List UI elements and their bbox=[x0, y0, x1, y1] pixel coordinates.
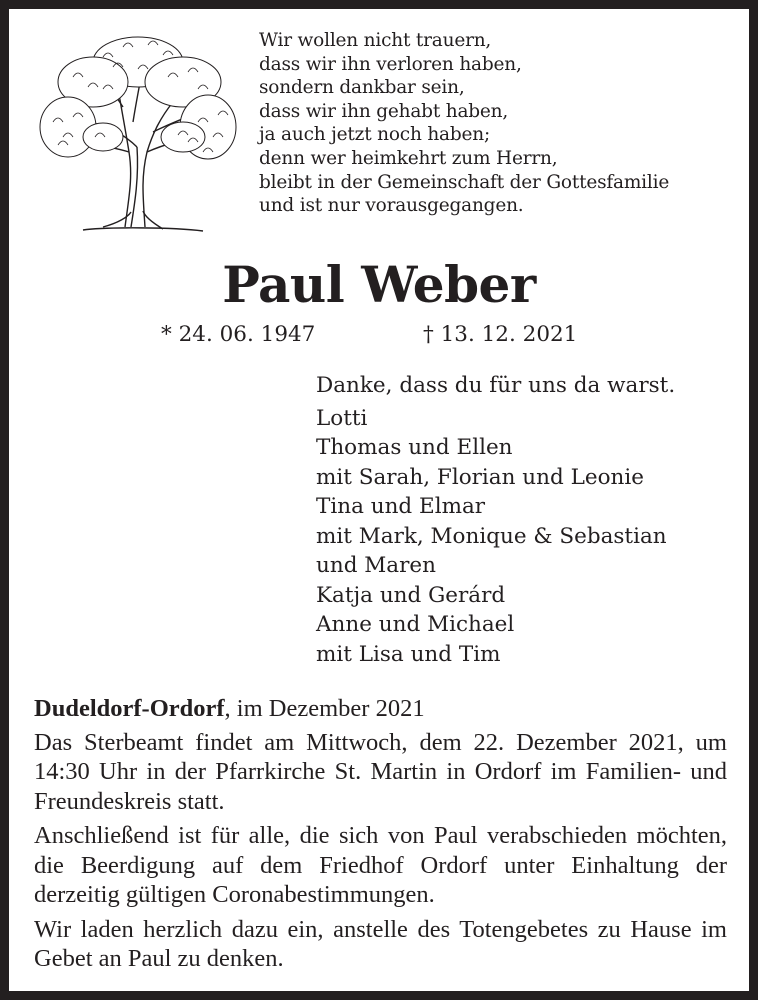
notice-paragraph: Anschließend ist für alle, die sich von Paul verabschieden möchten, die Beerdigung auf dem Friedhof Ordorf unter Einhaltung der derzeitig gültigen Coronabestimmungen. bbox=[34, 822, 727, 908]
death-date: † 13. 12. 2021 bbox=[423, 322, 578, 347]
notice-paragraph: Das Sterbeamt findet am Mittwoch, dem 22. Dezember 2021, um 14:30 Uhr in der Pfarrkirche St. Martin in Ordorf im Familien- und Freundeskreis statt. bbox=[34, 728, 727, 815]
place-date-line bbox=[34, 694, 727, 724]
family-member: und Maren bbox=[316, 553, 436, 578]
poem-line: Wir wollen nicht trauern, bbox=[259, 30, 492, 51]
family-member: Thomas und Ellen bbox=[316, 435, 513, 460]
poem bbox=[259, 29, 669, 218]
thanks-line: Danke, dass du für uns da warst. bbox=[316, 373, 676, 398]
date-suffix: , im Dezember 2021 bbox=[224, 695, 425, 722]
poem-line: und ist nur vorausgegangen. bbox=[259, 195, 524, 217]
poem-line: bleibt in der Gemeinschaft der Gottesfamilie bbox=[259, 171, 670, 193]
family-member: mit Sarah, Florian und Leonie bbox=[316, 464, 644, 490]
poem-line: denn wer heimkehrt zum Herrn, bbox=[259, 147, 558, 169]
family-member: mit Lisa und Tim bbox=[316, 641, 501, 667]
poem-line: dass wir ihn verloren haben, bbox=[259, 53, 522, 75]
poem-line: dass wir ihn gehabt haben, bbox=[259, 100, 509, 122]
notice-paragraph: Wir laden herzlich dazu ein, anstelle des Totengebetes zu Hause im Gebet an Paul zu denken. bbox=[34, 915, 727, 972]
funeral-notice bbox=[34, 694, 727, 979]
tree-icon bbox=[33, 27, 243, 239]
poem-line: sondern dankbar sein, bbox=[259, 77, 465, 99]
poem-line: ja auch jetzt noch haben; bbox=[259, 124, 491, 146]
family-member: Katja und Gerárd bbox=[316, 582, 506, 608]
family-signatures bbox=[316, 371, 675, 669]
place-name: Dudeldorf-Ordorf bbox=[34, 695, 225, 722]
birth-date: * 24. 06. 1947 bbox=[161, 322, 316, 347]
family-member: Lotti bbox=[316, 405, 368, 431]
family-member: Anne und Michael bbox=[316, 612, 515, 637]
deceased-name: Paul Weber bbox=[222, 255, 536, 314]
obituary-notice bbox=[9, 9, 749, 991]
family-member: mit Mark, Monique & Sebastian bbox=[316, 523, 667, 549]
family-member: Tina und Elmar bbox=[316, 494, 486, 519]
